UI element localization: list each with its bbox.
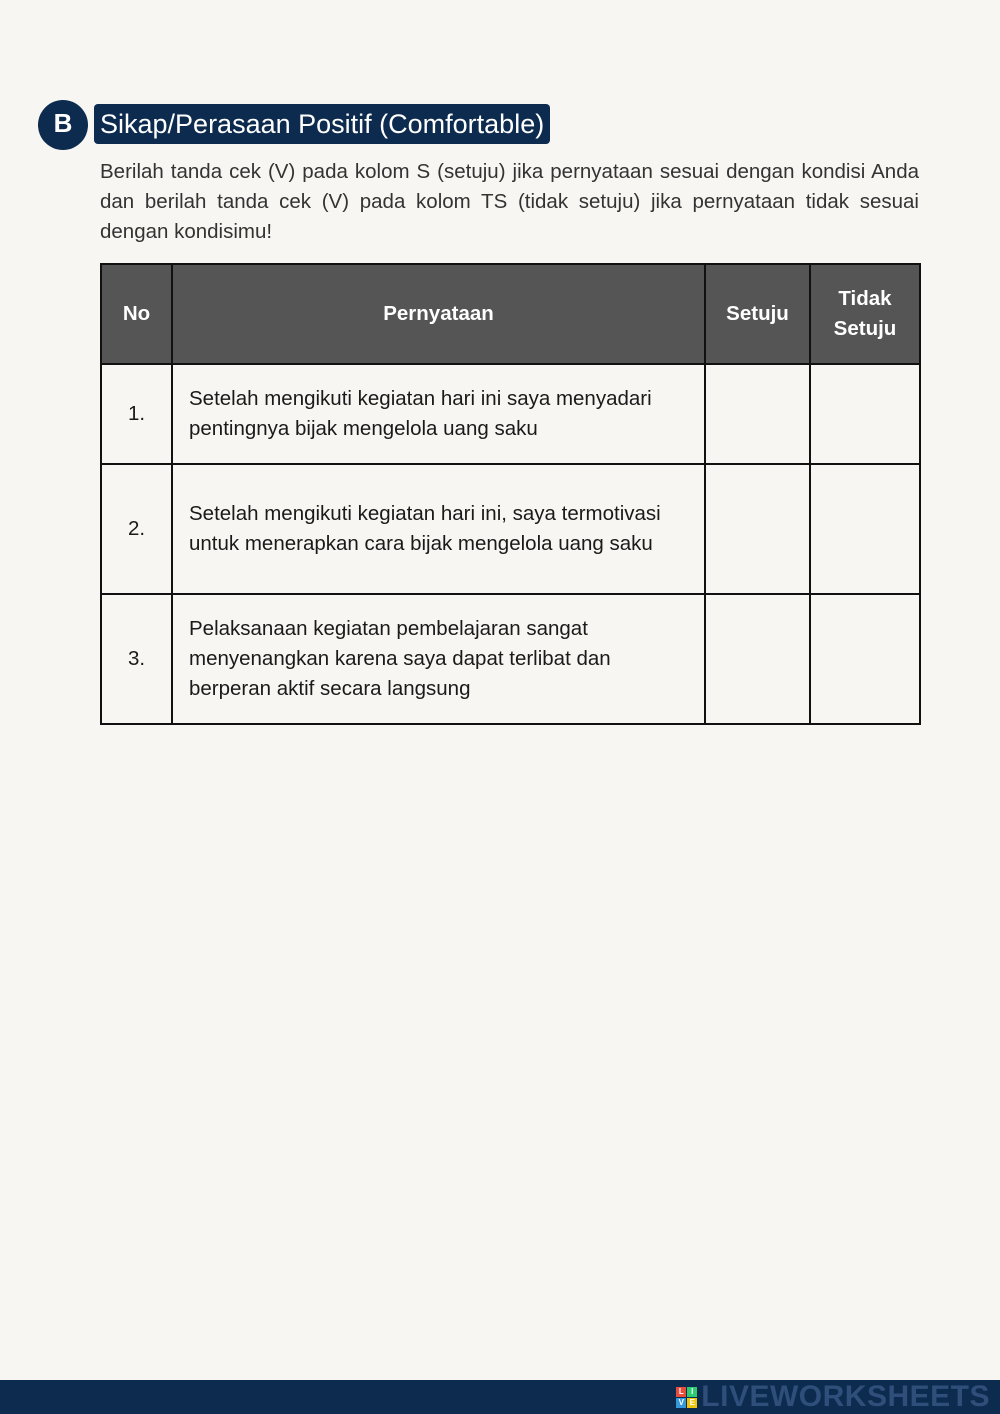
agree-check-cell[interactable] bbox=[705, 464, 810, 594]
disagree-check-cell[interactable] bbox=[810, 364, 920, 464]
liveworksheets-brand[interactable] bbox=[676, 1380, 990, 1414]
logo-letter-e: E bbox=[687, 1398, 697, 1408]
header-disagree bbox=[810, 264, 920, 364]
row-statement: Setelah mengikuti kegiatan hari ini, saya termotivasi untuk menerapkan cara bijak mengelola uang saku bbox=[172, 464, 705, 594]
row-number: 2. bbox=[101, 464, 172, 594]
section-title: Sikap/Perasaan Positif (Comfortable) bbox=[94, 104, 550, 144]
disagree-check-cell[interactable] bbox=[810, 464, 920, 594]
row-number: 1. bbox=[101, 364, 172, 464]
agree-check-cell[interactable] bbox=[705, 364, 810, 464]
logo-letter-i: I bbox=[687, 1387, 697, 1397]
table-row bbox=[101, 594, 920, 724]
instructions-text: Berilah tanda cek (V) pada kolom S (setuju) jika pernyataan sesuai dengan kondisi Anda dan berilah tanda cek (V) pada kolom TS (tidak setuju) jika pernyataan tidak sesuai dengan kondisimu! bbox=[100, 160, 919, 243]
header-no: No bbox=[101, 264, 172, 364]
brand-name: LIVEWORKSHEETS bbox=[701, 1380, 990, 1413]
table-header-row bbox=[101, 264, 920, 364]
logo-letter-l: L bbox=[676, 1387, 686, 1397]
agree-check-cell[interactable] bbox=[705, 594, 810, 724]
row-number: 3. bbox=[101, 594, 172, 724]
header-agree: Setuju bbox=[705, 264, 810, 364]
statement-table bbox=[100, 263, 921, 725]
section-badge: B bbox=[38, 100, 88, 150]
liveworksheets-logo-icon bbox=[676, 1387, 697, 1408]
header-disagree-line1: Tidak bbox=[838, 287, 892, 310]
row-statement: Setelah mengikuti kegiatan hari ini saya menyadari pentingnya bijak mengelola uang saku bbox=[172, 364, 705, 464]
logo-letter-v: V bbox=[676, 1398, 686, 1408]
row-statement: Pelaksanaan kegiatan pembelajaran sangat menyenangkan karena saya dapat terlibat dan berperan aktif secara langsung bbox=[172, 594, 705, 724]
table-row bbox=[101, 364, 920, 464]
header-statement: Pernyataan bbox=[172, 264, 705, 364]
footer-bar bbox=[0, 1380, 1000, 1414]
table-row bbox=[101, 464, 920, 594]
header-disagree-line2: Setuju bbox=[833, 317, 897, 340]
disagree-check-cell[interactable] bbox=[810, 594, 920, 724]
